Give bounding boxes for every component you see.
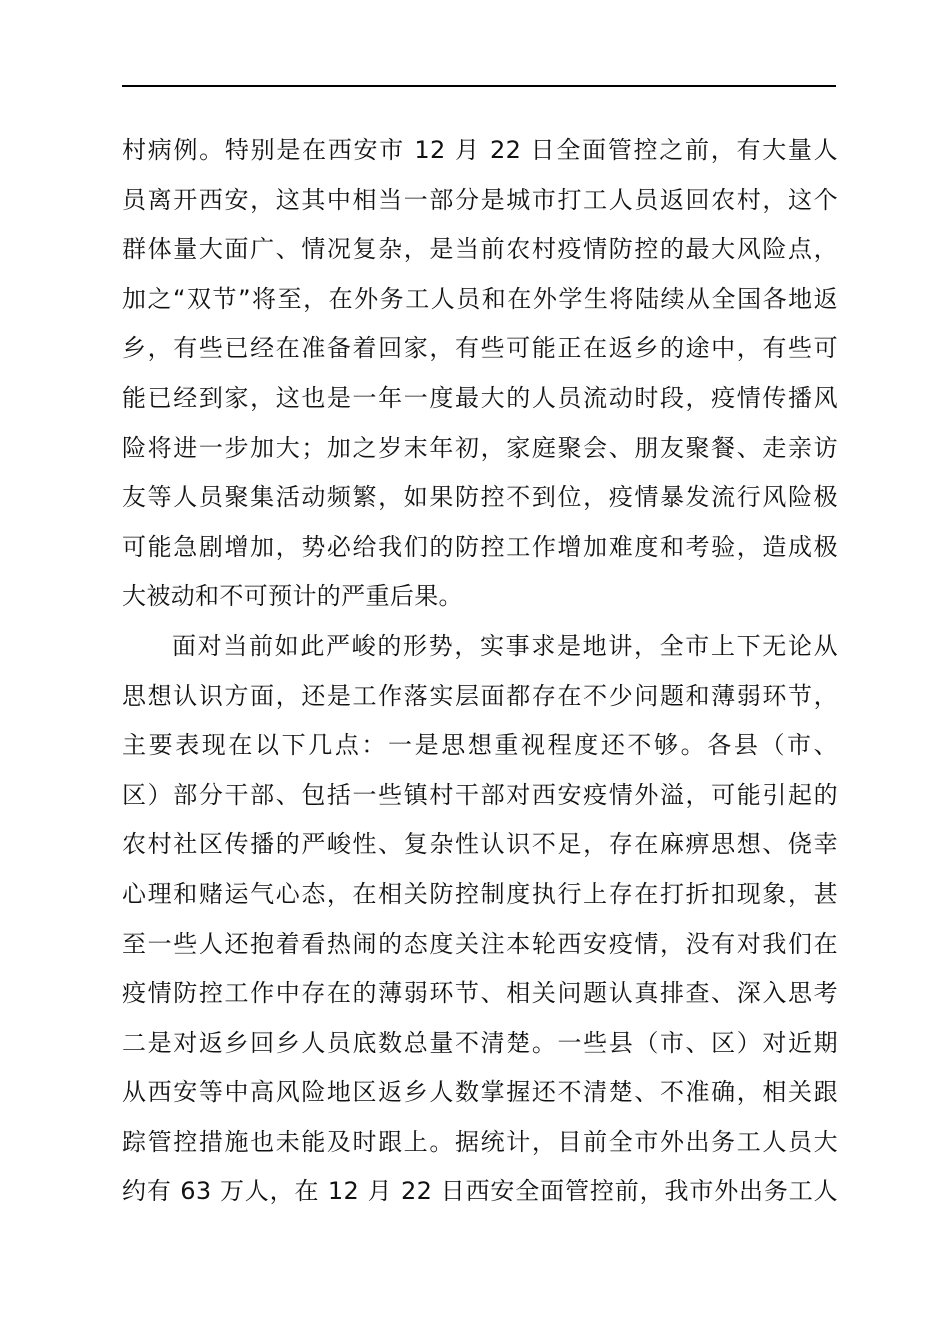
header-rule (122, 85, 836, 87)
text-line: 友等人员聚集活动频繁，如果防控不到位，疫情暴发流行风险极 (122, 483, 838, 512)
text-line: 农村社区传播的严峻性、复杂性认识不足，存在麻痹思想、侥幸 (122, 830, 838, 859)
text-line: 险将进一步加大；加之岁末年初，家庭聚会、朋友聚餐、走亲访 (122, 433, 838, 462)
text-line: 踪管控措施也未能及时跟上。据统计，目前全市外出务工人员大 (122, 1127, 838, 1156)
text-line: 主要表现在以下几点：一是思想重视程度还不够。各县（市、 (122, 731, 838, 760)
text-line: 可能急剧增加，势必给我们的防控工作增加难度和考验，造成极 (122, 532, 838, 561)
text-line: 从西安等中高风险地区返乡人数掌握还不清楚、不准确，相关跟 (122, 1078, 838, 1107)
text-line: 区）部分干部、包括一些镇村干部对西安疫情外溢，可能引起的 (122, 780, 838, 809)
paragraph-start-line: 面对当前如此严峻的形势，实事求是地讲，全市上下无论从 (172, 631, 838, 660)
text-line: 村病例。特别是在西安市 12 月 22 日全面管控之前，有大量人 (122, 136, 838, 164)
paragraph-end-line: 大被动和不可预计的严重后果。 (122, 582, 463, 611)
text-line: 约有 63 万人，在 12 月 22 日西安全面管控前，我市外出务工人 (122, 1177, 838, 1206)
text-line: 群体量大面广、情况复杂，是当前农村疫情防控的最大风险点， (122, 235, 838, 264)
text-line: 能已经到家，这也是一年一度最大的人员流动时段，疫情传播风 (122, 383, 838, 412)
text-line: 员离开西安，这其中相当一部分是城市打工人员返回农村，这个 (122, 185, 838, 214)
text-line: 加之“双节”将至，在外务工人员和在外学生将陆续从全国各地返 (122, 284, 838, 313)
text-line: 疫情防控工作中存在的薄弱环节、相关问题认真排查、深入思考 (122, 979, 838, 1008)
text-line: 至一些人还抱着看热闹的态度关注本轮西安疫情，没有对我们在 (122, 929, 838, 958)
document-body (122, 126, 838, 1217)
text-line: 思想认识方面，还是工作落实层面都存在不少问题和薄弱环节， (122, 681, 838, 710)
text-line: 二是对返乡回乡人员底数总量不清楚。一些县（市、区）对近期 (122, 1028, 838, 1057)
text-line: 乡，有些已经在准备着回家，有些可能正在返乡的途中，有些可 (122, 334, 838, 363)
text-line: 心理和赌运气心态，在相关防控制度执行上存在打折扣现象，甚 (122, 879, 838, 908)
